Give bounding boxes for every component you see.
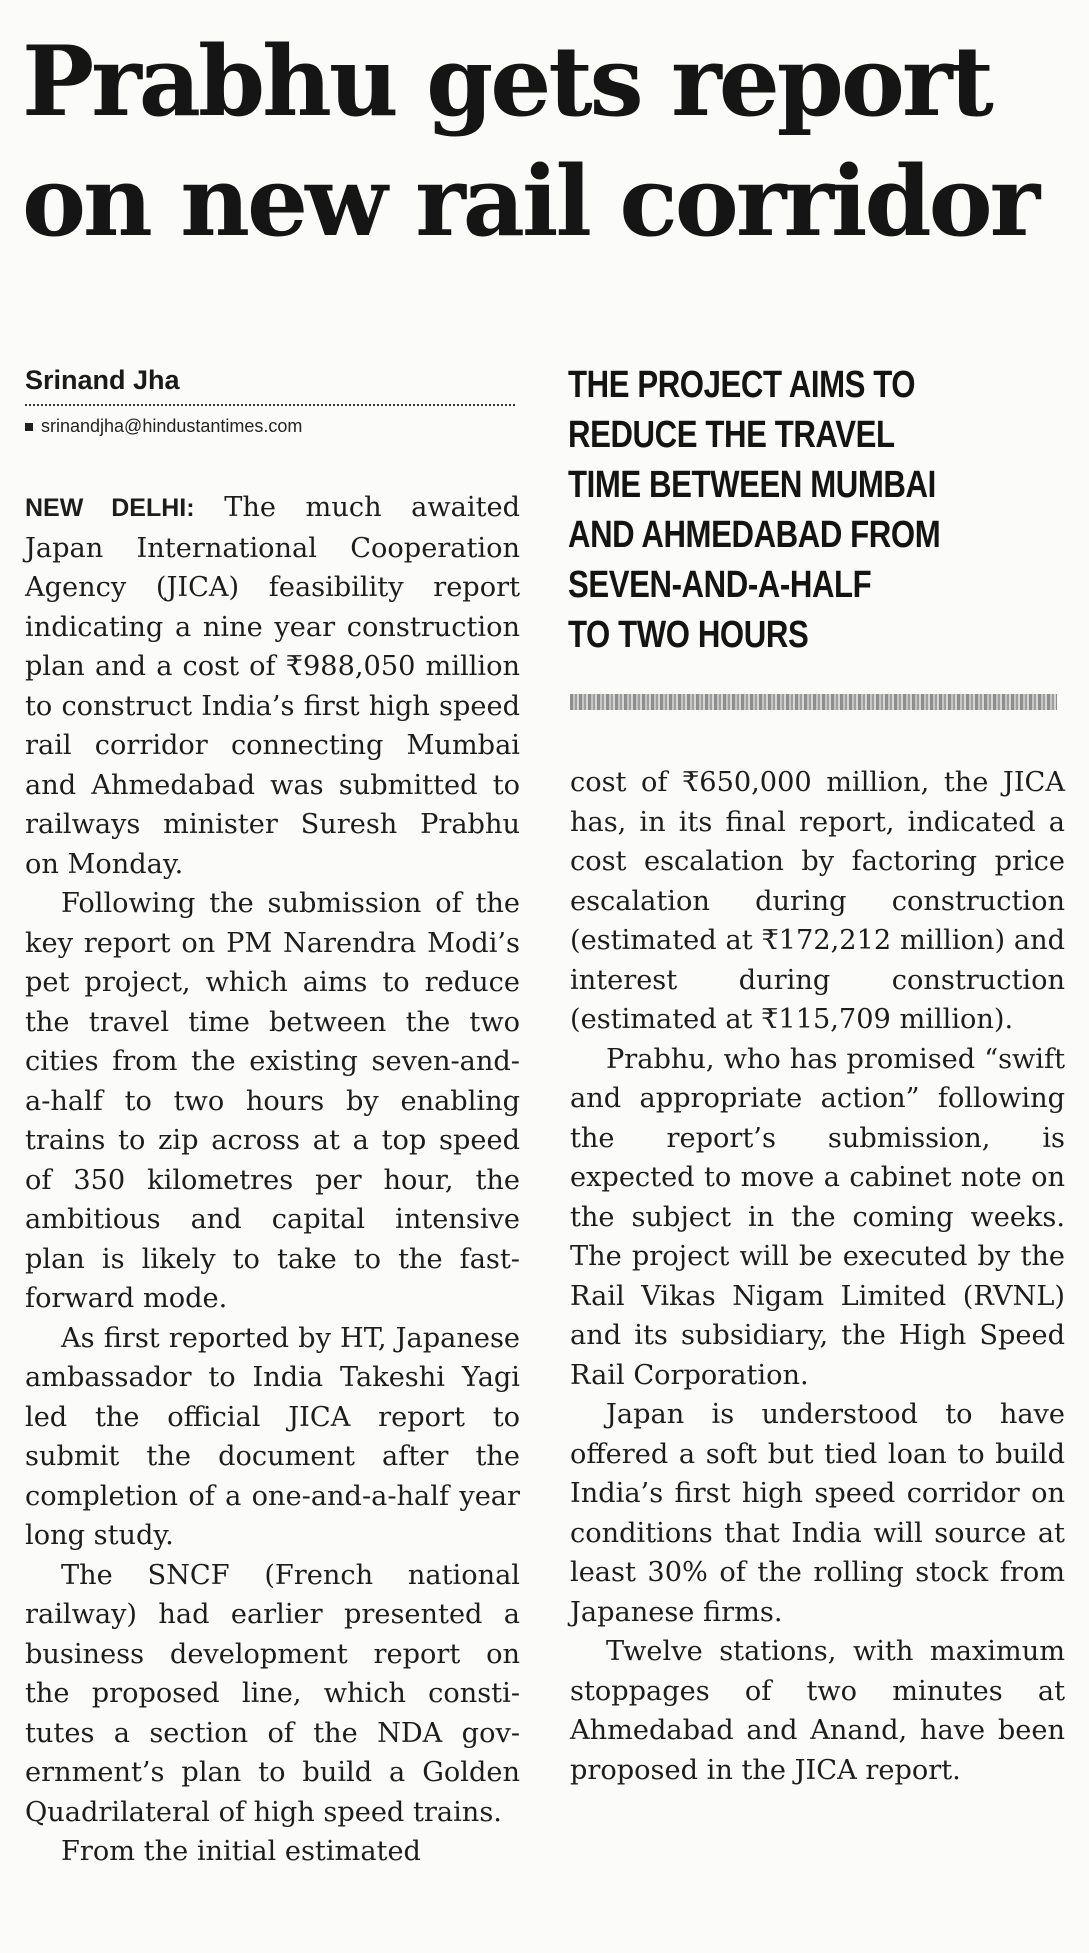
pull-quote: [568, 360, 970, 660]
paragraph-1-text: The much awaited Japan International Cooperation Agency (JICA) feasibility report indicating a nine year construction plan and a cost of ₹988,050 million to construct India’s first high speed rail corridor connecting Mumbai and Ahmedabad was submitted to railways minister Suresh Prabhu on Monday.: [25, 492, 520, 880]
pull-quote-line: TO TWO HOURS: [568, 614, 809, 656]
byline-author: Srinand Jha: [25, 365, 515, 406]
article-column-1: [25, 488, 520, 1872]
pull-quote-line: AND AHMEDABAD FROM: [568, 514, 941, 556]
pull-quote-line: SEVEN-AND-A-HALF: [568, 564, 872, 606]
email-text: srinandjha@hindustantimes.com: [41, 416, 303, 436]
paragraph-2: Following the submission of the key report on PM Narendra Modi’s pet project, which aims to reduce the travel time between the two cities from the existing seven-and-a-half to two hours by enabling trains to zip across at a top speed of 350 kilometres per hour, the ambitious and capital intensive plan is likely to take to the fast-forward mode.: [25, 888, 520, 1314]
pull-quote-line: THE PROJECT AIMS TO: [568, 364, 916, 406]
paragraph-5-continued: cost of ₹650,000 million, the JICA has, in its final report, indicated a cost escalation by factoring price escalation during construction (estimated at ₹172,212 million) and interest during construction (estimated at ₹115,709 million).: [570, 767, 1065, 1035]
paragraph-3: As first reported by HT, Japanese ambassador to India Takeshi Yagi led the official JICA report to submit the document after the completion of a one-and-a-half year long study.: [25, 1322, 520, 1551]
paragraph-7: Japan is understood to have offered a soft but tied loan to build India’s first high speed corridor on conditions that India will source at least 30% of the rolling stock from Japanese firms.: [570, 1399, 1065, 1628]
paragraph-4: The SNCF (French national railway) had earlier presented a business development report on the proposed line, which constitutes a section of the NDA government’s plan to build a Golden Quadrilateral of high speed trains.: [25, 1559, 520, 1828]
paragraph-1: [25, 488, 520, 884]
headline: [22, 22, 1072, 262]
paragraph-5-start: From the initial estimated: [61, 1836, 421, 1867]
headline-line-2: on new rail corridor: [22, 145, 1038, 258]
paragraph-6: Prabhu, who has promised “swift and appropriate action” following the report’s submission, is expected to move a cabinet note on the subject in the coming weeks. The project will be executed by the Rail Vikas Nigam Limited (RVNL) and its subsidiary, the High Speed Rail Corporation.: [570, 1043, 1065, 1391]
article-column-2: [570, 763, 1065, 1790]
pull-quote-line: TIME BETWEEN MUMBAI: [568, 464, 936, 506]
dateline: NEW DELHI:: [25, 494, 195, 522]
byline-email: [25, 416, 302, 437]
pull-quote-line: REDUCE THE TRAVEL: [568, 414, 895, 456]
bullet-square-icon: [25, 423, 33, 431]
headline-line-1: Prabhu gets report: [22, 25, 991, 138]
pull-quote-rule: [570, 694, 1057, 710]
paragraph-8: Twelve stations, with maximum stoppages of two minutes at Ahmedabad and Anand, have been proposed in the JICA report.: [570, 1636, 1065, 1786]
